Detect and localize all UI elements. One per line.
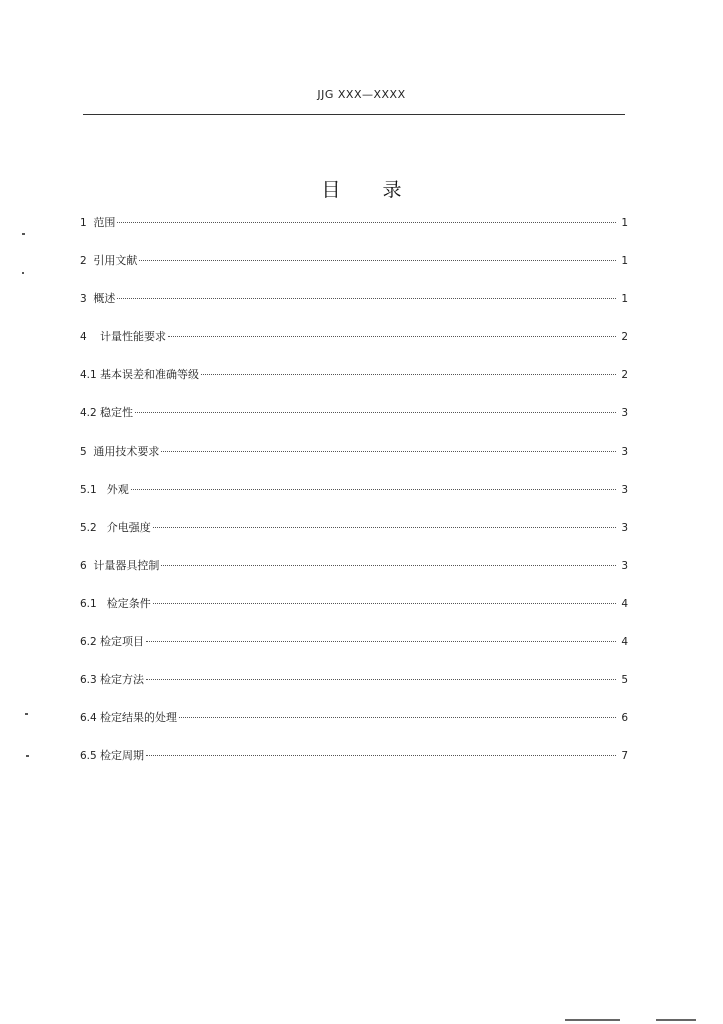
toc-leader-dots (131, 489, 616, 490)
toc-entry-title: 稳定性 (100, 406, 134, 420)
toc-entry-verification-items[interactable] (80, 632, 628, 670)
toc-entry-verification-period[interactable] (80, 746, 628, 784)
toc-entry-scope[interactable] (80, 213, 628, 251)
toc-entry-number: 2 (80, 255, 94, 268)
toc-leader-dots (201, 374, 616, 375)
toc-entry-page: 3 (621, 559, 628, 572)
toc-entry-number: 4 (80, 331, 101, 344)
toc-entry-page: 3 (621, 483, 628, 496)
toc-entry-result-handling[interactable] (80, 708, 628, 746)
toc-entry-metrological-requirements[interactable] (80, 327, 628, 365)
scan-edge-line (656, 1019, 696, 1021)
toc-entry-title: 通用技术要求 (93, 444, 160, 458)
toc-entry-verification-methods[interactable] (80, 670, 628, 708)
toc-entry-references[interactable] (80, 251, 628, 289)
toc-leader-dots (139, 260, 616, 261)
toc-leader-dots (117, 298, 616, 299)
toc-entry-page: 4 (621, 597, 628, 610)
toc-leader-dots (146, 641, 616, 642)
toc-leader-dots (153, 527, 616, 528)
toc-entry-verification-conditions[interactable] (80, 594, 628, 632)
toc-leader-dots (146, 679, 616, 680)
toc-entry-number: 1 (80, 217, 94, 229)
toc-leader-dots (135, 412, 616, 413)
toc-entry-number: 5.1 (80, 483, 107, 496)
toc-entry-overview[interactable] (80, 289, 628, 327)
toc-entry-number: 6.3 (80, 674, 101, 687)
toc-leader-dots (168, 336, 616, 337)
toc-leader-dots (153, 603, 616, 604)
toc-entry-title: 基本误差和准确等级 (100, 368, 200, 382)
toc-entry-number: 3 (80, 293, 94, 306)
toc-entry-title: 检定方法 (100, 673, 145, 687)
toc-leader-dots (161, 451, 616, 452)
toc-leader-dots (117, 222, 616, 223)
toc-entry-title: 外观 (106, 482, 129, 496)
toc-entry-number: 5.2 (80, 521, 107, 534)
toc-entry-page: 1 (621, 255, 628, 268)
toc-list (80, 213, 628, 784)
scan-edge-line (565, 1019, 620, 1021)
toc-entry-stability[interactable] (80, 403, 628, 441)
toc-entry-number: 6 (80, 559, 94, 572)
scan-speck (25, 713, 28, 715)
toc-entry-title: 检定项目 (100, 635, 145, 649)
toc-entry-page: 5 (621, 674, 628, 687)
toc-entry-page: 1 (621, 217, 628, 229)
toc-entry-number: 5 (80, 445, 94, 458)
toc-entry-title: 检定条件 (106, 596, 151, 610)
toc-entry-title: 范围 (93, 216, 116, 229)
toc-entry-title: 介电强度 (106, 520, 151, 534)
toc-entry-number: 4.2 (80, 407, 101, 420)
toc-entry-page: 3 (621, 445, 628, 458)
toc-entry-page: 3 (621, 407, 628, 420)
toc-entry-title: 检定周期 (100, 749, 145, 763)
toc-entry-title: 检定结果的处理 (100, 711, 178, 725)
toc-entry-number: 4.1 (80, 369, 101, 382)
toc-entry-page: 2 (621, 369, 628, 382)
scan-speck (22, 272, 24, 274)
toc-leader-dots (146, 755, 616, 756)
toc-leader-dots (161, 565, 616, 566)
toc-entry-number: 6.1 (80, 597, 107, 610)
toc-entry-dielectric-strength[interactable] (80, 518, 628, 556)
toc-title: 目 录 (321, 179, 420, 201)
toc-entry-instrument-control[interactable] (80, 556, 628, 594)
toc-entry-title: 引用文献 (93, 254, 138, 268)
toc-entry-page: 1 (621, 293, 628, 306)
toc-entry-general-technical[interactable] (80, 442, 628, 480)
toc-entry-page: 6 (621, 712, 628, 725)
toc-entry-title: 计量性能要求 (100, 330, 167, 344)
toc-leader-dots (179, 717, 616, 718)
toc-entry-basic-error[interactable] (80, 365, 628, 403)
toc-entry-number: 6.4 (80, 712, 101, 725)
scan-speck (26, 755, 29, 757)
toc-entry-title: 计量器具控制 (93, 558, 160, 572)
toc-entry-title: 概述 (93, 292, 116, 306)
toc-entry-appearance[interactable] (80, 480, 628, 518)
header-rule (83, 114, 625, 115)
toc-entry-number: 6.5 (80, 750, 101, 763)
scan-speck (22, 233, 25, 235)
toc-entry-page: 4 (621, 636, 628, 649)
standard-code-header: JJG XXX—XXXX (317, 88, 406, 101)
toc-entry-page: 3 (621, 521, 628, 534)
toc-entry-page: 7 (621, 750, 628, 763)
toc-entry-page: 2 (621, 331, 628, 344)
toc-entry-number: 6.2 (80, 636, 101, 649)
